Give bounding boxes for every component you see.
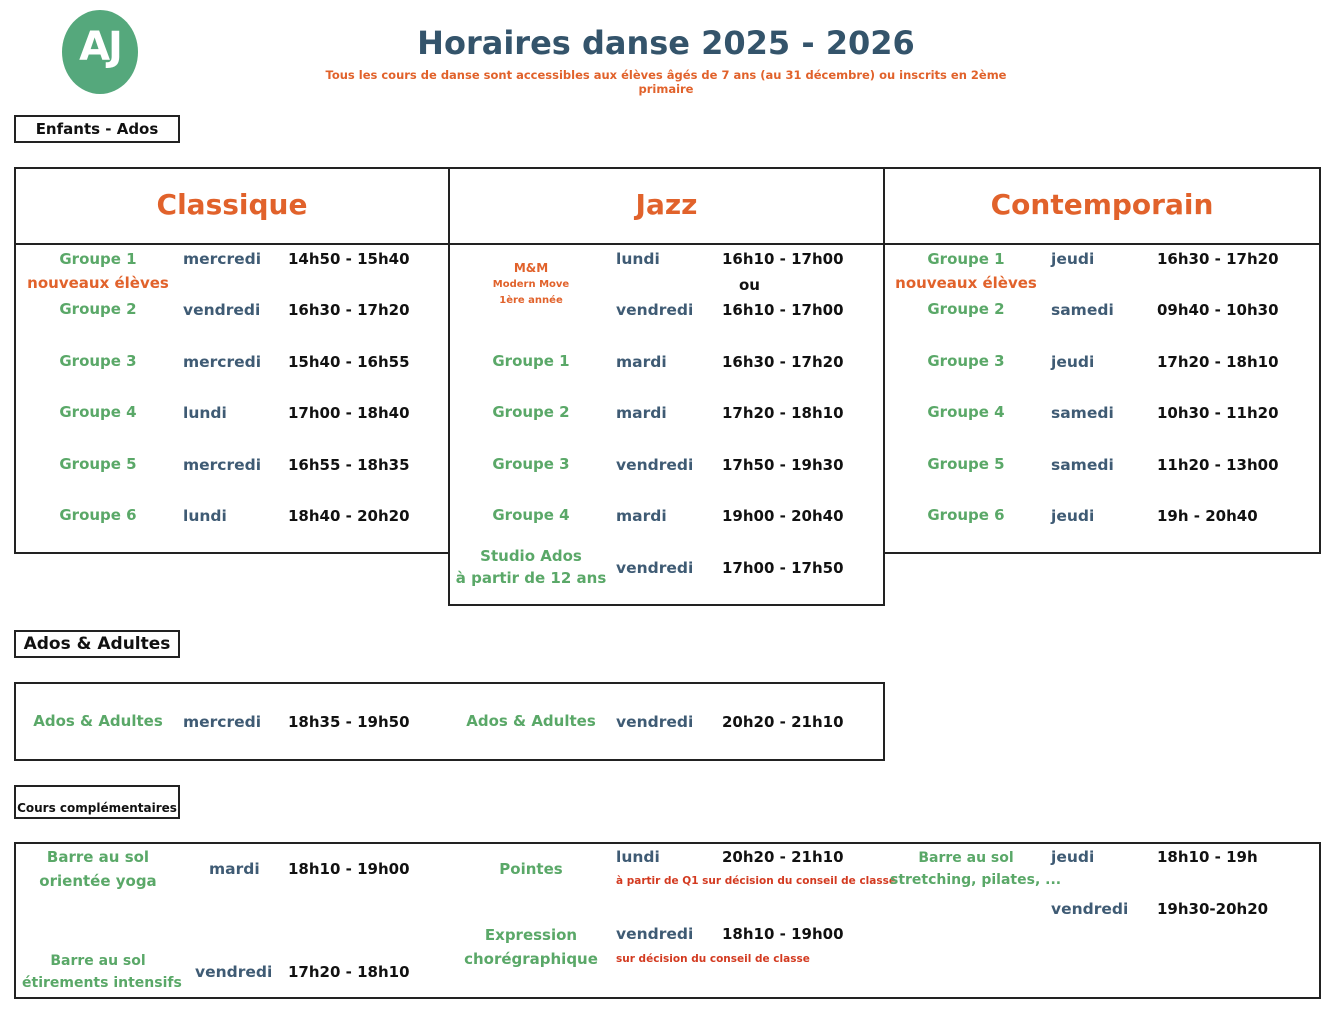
classique-day: lundi <box>183 404 227 422</box>
jazz-group-label: Groupe 1 <box>492 352 570 370</box>
contemporain-group-label: Groupe 3 <box>927 352 1005 370</box>
jazz-studio-subtitle: à partir de 12 ans <box>455 569 607 587</box>
barre-intensif-day: vendredi <box>195 963 273 981</box>
barre-yoga-subtitle: orientée yoga <box>39 872 157 890</box>
classique-time: 14h50 - 15h40 <box>288 250 410 268</box>
classique-group-label: Groupe 2 <box>59 300 137 318</box>
page-title: Horaires danse 2025 - 2026 <box>417 24 915 62</box>
contemporain-group-label: Groupe 5 <box>927 455 1005 473</box>
jazz-day: vendredi <box>616 456 694 474</box>
classique-time: 17h00 - 18h40 <box>288 404 410 422</box>
jazz-time: 19h00 - 20h40 <box>722 507 844 525</box>
classique-day: vendredi <box>183 301 261 319</box>
jazz-header-divider <box>448 243 885 245</box>
classique-group-label: Groupe 4 <box>59 403 137 421</box>
jazz-day: lundi <box>616 250 660 268</box>
barre-yoga-day: mardi <box>209 860 260 878</box>
classique-day: mercredi <box>183 353 262 371</box>
classique-day: mercredi <box>183 456 262 474</box>
barre-intensif-title: Barre au sol <box>50 953 146 969</box>
contemporain-day: jeudi <box>1051 250 1095 268</box>
ados-adultes-group-label: Ados & Adultes <box>466 712 596 730</box>
barre-yoga-title: Barre au sol <box>46 848 150 866</box>
jazz-group-label: Groupe 4 <box>492 506 570 524</box>
contemporain-day: samedi <box>1051 301 1114 319</box>
jazz-day: vendredi <box>616 559 694 577</box>
classique-day: mercredi <box>183 250 262 268</box>
ados-adultes-time: 20h20 - 21h10 <box>722 713 844 731</box>
pointes-note: à partir de Q1 sur décision du conseil de classe <box>616 875 896 887</box>
ados-adultes-group-label: Ados & Adultes <box>33 712 163 730</box>
contemporain-day: jeudi <box>1051 507 1095 525</box>
jazz-mm-subtitle: Modern Move <box>492 279 570 290</box>
jazz-day: vendredi <box>616 301 694 319</box>
barre-intensif-subtitle: étirements intensifs <box>22 975 182 991</box>
barre-stretch-subtitle: stretching, pilates, ... <box>890 872 1062 888</box>
contemporain-time: 17h20 - 18h10 <box>1157 353 1279 371</box>
pointes-time: 20h20 - 21h10 <box>722 848 844 866</box>
classique-day: lundi <box>183 507 227 525</box>
classique-header-divider <box>14 243 450 245</box>
contemporain-time: 11h20 - 13h00 <box>1157 456 1279 474</box>
jazz-studio-title: Studio Ados <box>480 547 582 565</box>
jazz-mm-year: 1ère année <box>499 295 563 306</box>
contemporain-time: 19h - 20h40 <box>1157 507 1258 525</box>
ados-adultes-day: mercredi <box>183 713 262 731</box>
expression-day: vendredi <box>616 925 694 943</box>
contemporain-group-label: Groupe 4 <box>927 403 1005 421</box>
contemporain-time: 09h40 - 10h30 <box>1157 301 1279 319</box>
page-subtitle: Tous les cours de danse sont accessibles aux élèves âgés de 7 ans (au 31 décembre) ou inscrits en 2ème primaire <box>325 68 1007 96</box>
logo-text: AJ <box>79 24 121 70</box>
contemporain-time: 16h30 - 17h20 <box>1157 250 1279 268</box>
contemporain-group-label: Groupe 2 <box>927 300 1005 318</box>
contemporain-day: samedi <box>1051 456 1114 474</box>
contemporain-group-sub: nouveaux élèves <box>895 274 1037 292</box>
classique-group-sub: nouveaux élèves <box>27 274 169 292</box>
barre-stretch-time: 18h10 - 19h <box>1157 848 1258 866</box>
barre-stretch-time: 19h30-20h20 <box>1157 900 1269 918</box>
jazz-day: mardi <box>616 507 667 525</box>
ados-adultes-day: vendredi <box>616 713 694 731</box>
barre-yoga-time: 18h10 - 19h00 <box>288 860 410 878</box>
jazz-time: 17h20 - 18h10 <box>722 404 844 422</box>
classique-group-label: Groupe 1 <box>59 250 137 268</box>
aj-logo <box>62 10 138 94</box>
barre-stretch-day: jeudi <box>1051 848 1095 866</box>
expression-time: 18h10 - 19h00 <box>722 925 844 943</box>
expression-title: Expression <box>484 926 578 944</box>
contemporain-time: 10h30 - 11h20 <box>1157 404 1279 422</box>
jazz-time: 17h50 - 19h30 <box>722 456 844 474</box>
classique-time: 15h40 - 16h55 <box>288 353 410 371</box>
jazz-mm-title: M&M <box>513 261 549 275</box>
jazz-time: 16h10 - 17h00 <box>722 250 844 268</box>
jazz-group-label: Groupe 2 <box>492 403 570 421</box>
classique-time: 16h55 - 18h35 <box>288 456 410 474</box>
classique-time: 18h40 - 20h20 <box>288 507 410 525</box>
jazz-day: mardi <box>616 353 667 371</box>
jazz-time: 16h10 - 17h00 <box>722 301 844 319</box>
contemporain-header: Contemporain <box>990 188 1214 221</box>
jazz-header: Jazz <box>635 188 698 221</box>
jazz-or-label: ou <box>739 276 760 294</box>
classique-group-label: Groupe 5 <box>59 455 137 473</box>
pointes-label: Pointes <box>499 860 563 878</box>
jazz-box <box>448 167 885 606</box>
barre-stretch-day: vendredi <box>1051 900 1129 918</box>
expression-subtitle: chorégraphique <box>464 950 598 968</box>
ados-adultes-time: 18h35 - 19h50 <box>288 713 410 731</box>
section-label-cours-complementaires: Cours complémentaires <box>14 785 180 819</box>
jazz-day: mardi <box>616 404 667 422</box>
barre-intensif-time: 17h20 - 18h10 <box>288 963 410 981</box>
section-label-enfants-ados: Enfants - Ados <box>14 115 180 143</box>
pointes-day: lundi <box>616 848 660 866</box>
contemporain-header-divider <box>883 243 1321 245</box>
classique-time: 16h30 - 17h20 <box>288 301 410 319</box>
classique-group-label: Groupe 6 <box>59 506 137 524</box>
section-label-ados-adultes: Ados & Adultes <box>14 630 180 658</box>
expression-note: sur décision du conseil de classe <box>616 953 810 965</box>
contemporain-day: samedi <box>1051 404 1114 422</box>
classique-group-label: Groupe 3 <box>59 352 137 370</box>
contemporain-group-label: Groupe 1 <box>927 250 1005 268</box>
classique-header: Classique <box>156 188 308 221</box>
jazz-time: 17h00 - 17h50 <box>722 559 844 577</box>
jazz-group-label: Groupe 3 <box>492 455 570 473</box>
jazz-time: 16h30 - 17h20 <box>722 353 844 371</box>
contemporain-day: jeudi <box>1051 353 1095 371</box>
barre-stretch-title: Barre au sol <box>918 850 1014 866</box>
contemporain-group-label: Groupe 6 <box>927 506 1005 524</box>
